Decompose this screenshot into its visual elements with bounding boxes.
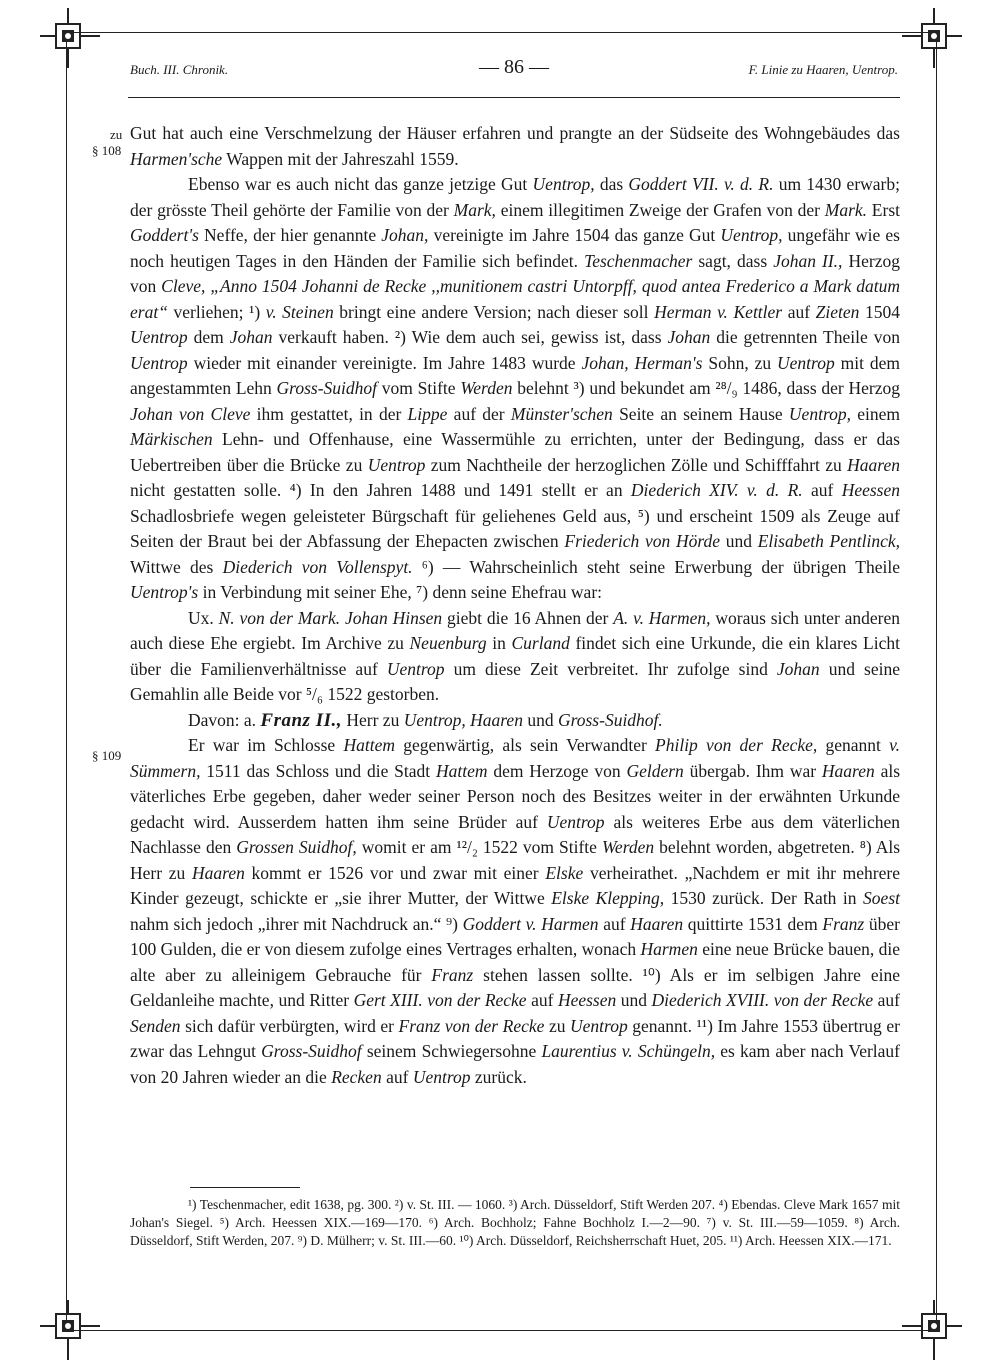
- text-segment: Ux.: [188, 607, 219, 628]
- italic-segment: Harmen: [640, 939, 698, 959]
- text-segment: ungefähr wie es noch heutigen Tages in den Händen der Familie sich befindet.: [130, 225, 900, 271]
- italic-segment: Haaren: [192, 862, 245, 883]
- italic-segment: Geldern: [626, 760, 684, 781]
- text-segment: Herr zu: [342, 709, 404, 730]
- italic-segment: Elske: [545, 862, 584, 883]
- text-segment: Schadlosbriefe wegen geleisteter Bürgschaft für geliehenes Geld aus, ⁵) und erscheint 1509 als Zeuge auf Seiten der Braut bei der Abfassung der Ehepacten zwischen: [130, 505, 900, 551]
- text-segment: bringt eine andere Version; nach dieser soll: [333, 301, 655, 322]
- italic-segment: Goddert VII. v. d. R.: [628, 174, 774, 194]
- italic-segment: Senden: [130, 1015, 181, 1036]
- text-segment: das: [594, 174, 629, 194]
- text-segment: giebt die 16 Ahnen der: [442, 607, 614, 628]
- italic-segment: Uentrop's: [130, 582, 199, 602]
- text-segment: auf: [873, 990, 900, 1010]
- text-segment: auf: [782, 301, 816, 322]
- text-segment: verkauft haben. ²) Wie dem auch sei, gewiss ist, dass: [272, 327, 668, 347]
- italic-segment: Gross-Suidhof: [261, 1041, 362, 1061]
- text-segment: sagt, dass: [692, 250, 774, 271]
- text-segment: verliehen; ¹): [167, 301, 266, 322]
- italic-segment: Franz: [822, 913, 865, 934]
- italic-segment: Gross-Suidhof: [276, 378, 378, 398]
- italic-segment: „Anno 1504 Johanni de Recke ,,munitionem castri Untorpff, quod antea Frederico a Mark datum erat“: [130, 276, 901, 322]
- text-segment: mit dem angestammten Lehn: [130, 352, 900, 398]
- text-segment: ihm gestattet, in der: [250, 403, 408, 424]
- italic-segment: Uentrop: [546, 811, 605, 832]
- header-rule: [128, 97, 900, 98]
- text-segment: zurück.: [470, 1066, 527, 1087]
- paragraph: [130, 606, 900, 708]
- italic-segment: Neuenburg: [409, 633, 487, 653]
- text-segment: und seine Gemahlin alle Beide vor ⁵/₆ 1522 gestorben.: [130, 658, 900, 704]
- italic-segment: Johan: [776, 658, 820, 679]
- italic-segment: Johan von Cleve: [130, 403, 251, 424]
- italic-segment: Uentrop,: [788, 403, 851, 424]
- text-segment: um diese Zeit verbreitet. Ihr zufolge sind: [444, 658, 777, 679]
- italic-segment: Uentrop: [130, 352, 188, 373]
- italic-segment: Werden: [460, 378, 513, 398]
- text-segment: Er war im Schlosse: [188, 735, 344, 755]
- margin-note-section-109: § 109: [92, 748, 122, 763]
- header-book-title: Buch. III. Chronik.: [130, 62, 229, 77]
- text-segment: genannt. ¹¹) Im Jahre 1553 übertrug er zwar das Lehngut: [130, 1015, 900, 1061]
- text-segment: Erst: [867, 199, 900, 220]
- italic-segment: Johan, Herman's: [581, 352, 703, 373]
- corner-ornament-icon: [902, 8, 962, 68]
- italic-segment: Grossen Suidhof,: [236, 837, 357, 857]
- italic-segment: Uentrop: [777, 352, 835, 373]
- text-segment: gegenwärtig, als sein Verwandter: [394, 735, 656, 755]
- body-text: [130, 121, 900, 1090]
- text-segment: Davon: a.: [188, 709, 261, 730]
- text-segment: wieder mit einander vereinigte. Im Jahre 1483 wurde: [187, 352, 582, 373]
- text-segment: woraus sich unter anderen auch diese Ehe ergiebt. Im Archive zu: [130, 607, 901, 653]
- frame-top-border: [72, 32, 930, 33]
- italic-segment: Cleve,: [161, 276, 206, 296]
- text-segment: nahm sich jedoch „ihrer mit Nachdruck an.“ ⁹): [130, 913, 463, 934]
- text-segment: in Verbindung mit seiner Ehe, ⁷) denn seine Ehefrau war:: [198, 582, 603, 602]
- text-segment: auf: [598, 913, 631, 934]
- italic-segment: Laurentius v. Schüngeln,: [541, 1041, 716, 1061]
- text-segment: Lehn- und Offenhause, eine Wassermühle zu errichten, unter der Bedingung, dass er das Uebertreiben über die Brücke zu: [130, 429, 900, 475]
- text-segment: einem: [850, 403, 900, 424]
- text-segment: übergab. Ihm war: [683, 760, 822, 781]
- italic-segment: Franz II.,: [260, 709, 342, 731]
- italic-segment: Heessen: [557, 990, 617, 1010]
- text-segment: dem Herzoge von: [487, 760, 627, 781]
- text-segment: es kam aber nach Verlauf von 20 Jahren wieder an die: [130, 1041, 900, 1087]
- italic-segment: Märkischen: [130, 429, 213, 449]
- header-section-title: F. Linie zu Haaren, Uentrop.: [748, 62, 898, 77]
- text-segment: einem illegitimen Zweige der Grafen von der: [495, 199, 825, 220]
- text-segment: vom Stifte: [377, 378, 461, 398]
- text-segment: stehen lassen sollte. ¹⁰) Als er im selbigen Jahre eine Geldanleihe machte, und Ritter: [130, 964, 901, 1010]
- text-segment: als weiteres Erbe aus dem väterlichen Nachlasse den: [130, 811, 901, 857]
- frame-left-border: [66, 40, 67, 1324]
- text-segment: Sohn, zu: [702, 352, 778, 373]
- text-segment: und: [616, 990, 652, 1010]
- margin-note-zu: zu: [110, 127, 123, 142]
- italic-segment: Zieten: [815, 301, 860, 322]
- italic-segment: Heessen: [841, 480, 900, 500]
- page-number: — 86 —: [479, 56, 549, 78]
- text-segment: die getrennten Theile von: [710, 327, 900, 347]
- italic-segment: Curland: [511, 633, 570, 653]
- italic-segment: Johan Hinsen: [344, 607, 443, 628]
- italic-segment: Uentrop,: [720, 225, 783, 245]
- text-segment: seinem Schwiegersohne: [361, 1041, 542, 1061]
- italic-segment: Hattem: [343, 735, 395, 755]
- text-segment: womit er am ¹²/₂ 1522 vom Stifte: [356, 837, 602, 857]
- text-segment: sich dafür verbürgten, wird er: [180, 1015, 399, 1036]
- italic-segment: Haaren: [847, 454, 900, 475]
- text-segment: Neffe, der hier genannte: [198, 225, 382, 245]
- italic-segment: Elisabeth Pentlinck,: [757, 531, 901, 551]
- italic-segment: Franz: [431, 964, 474, 985]
- italic-segment: A. v. Harmen,: [613, 607, 711, 628]
- text-segment: zu: [544, 1015, 571, 1036]
- italic-segment: Münster'schen: [510, 403, 613, 424]
- paragraph: [130, 733, 900, 1090]
- italic-segment: Johan,: [381, 225, 429, 245]
- text-segment: Wittwe des: [130, 556, 223, 577]
- italic-segment: Teschenmacher: [584, 250, 693, 271]
- text-segment: auf: [381, 1066, 413, 1087]
- text-segment: auf: [526, 990, 558, 1010]
- italic-segment: Johan: [229, 327, 273, 347]
- italic-segment: Uentrop,: [532, 174, 595, 194]
- italic-segment: Uentrop, Haaren: [403, 709, 523, 730]
- italic-segment: Werden: [601, 837, 655, 857]
- italic-segment: v. Sümmern,: [130, 735, 900, 781]
- text-segment: als väterliches Erbe gegeben, daher weder seiner Person noch des Besitzes weiter in der erwähnten Urkunde gedacht wird. Ausserdem hatten ihm seine Brüder auf: [130, 760, 901, 832]
- italic-segment: Gert XIII. von der Recke: [353, 990, 527, 1010]
- running-header: [130, 56, 898, 86]
- italic-segment: Johan II.,: [773, 250, 843, 271]
- text-segment: 1530 zurück. Der Rath in: [664, 888, 864, 908]
- italic-segment: Elske Klepping,: [551, 888, 665, 908]
- italic-segment: Uentrop: [412, 1066, 471, 1087]
- frame-bottom-border: [72, 1330, 930, 1331]
- italic-segment: Diederich XVIII. von der Recke: [651, 990, 874, 1010]
- text-segment: Seite an seinem Hause: [612, 403, 789, 424]
- text-segment: auf der: [447, 403, 511, 424]
- text-segment: belehnt worden, abgetreten. ⁸) Als Herr zu: [130, 837, 901, 883]
- corner-ornament-icon: [902, 1300, 962, 1360]
- paragraph: Gut hat auch eine Verschmelzung der Häuser erfahren und prangte an der Südseite des Wohngebäudes das Harmen'sche Wappen mit der Jahreszahl 1559.: [130, 123, 900, 169]
- text-segment: nicht gestatten solle. ⁴) In den Jahren 1488 und 1491 stellt er an: [130, 480, 631, 500]
- italic-segment: Mark.: [824, 199, 868, 220]
- text-segment: und: [522, 709, 558, 730]
- italic-segment: Soest: [863, 888, 900, 908]
- footnote-rule: [190, 1187, 300, 1188]
- italic-segment: Haaren: [630, 913, 684, 934]
- italic-segment: Hattem: [435, 760, 488, 781]
- italic-segment: Haaren: [821, 760, 875, 781]
- text-segment: dem: [187, 327, 230, 347]
- italic-segment: Lippe: [407, 403, 448, 424]
- text-segment: in: [486, 633, 512, 653]
- text-segment: findet sich eine Urkunde, die ein klares Licht über die Familienverhältnisse auf: [130, 633, 900, 679]
- italic-segment: Goddert's: [130, 225, 199, 245]
- text-segment: Ebenso war es auch nicht das ganze jetzige Gut: [188, 174, 533, 194]
- italic-segment: v. Steinen: [265, 301, 334, 322]
- italic-segment: Diederich von Vollenspyt.: [222, 556, 413, 577]
- italic-segment: Johan: [667, 327, 711, 347]
- italic-segment: Herman v. Kettler: [654, 301, 783, 322]
- text-segment: auf: [802, 480, 842, 500]
- text-segment: und: [720, 531, 758, 551]
- italic-segment: Recken: [331, 1066, 382, 1087]
- text-segment: 1511 das Schloss und die Stadt: [200, 760, 436, 781]
- corner-ornament-icon: [40, 8, 100, 68]
- frame-right-border: [936, 40, 937, 1324]
- italic-segment: Mark,: [453, 199, 496, 220]
- text-segment: verheirathet. „Nachdem er mit ihr mehrere Kinder gezeugt, schickte er „sie ihrer Mutter, der Wittwe: [130, 862, 901, 908]
- italic-segment: Philip von der Recke,: [655, 735, 818, 755]
- italic-segment: Friederich von Hörde: [564, 531, 721, 551]
- footnote-text: ¹) Teschenmacher, edit 1638, pg. 300. ²) v. St. III. — 1060. ³) Arch. Düsseldorf, Stift Werden 207. ⁴) Ebendas. Cleve Mark 1657 mit Johan's Siegel. ⁵) Arch. Heessen XIX.—169—170. ⁶) Arch. Bochholz; Fahne Bochholz I.—2—90. ⁷) v. St. III.—59—1059. ⁸) Arch. Düsseldorf, Stift Werden, 207. ⁹) D. Mülherr; v. St. III.—60. ¹⁰) Arch. Düsseldorf, Reichsherrschaft Huet, 205. ¹¹) Arch. Heessen XIX.—171.: [130, 1197, 900, 1248]
- corner-ornament-icon: [40, 1300, 100, 1360]
- text-segment: kommt er 1526 vor und zwar mit einer: [244, 862, 546, 883]
- italic-segment: Uentrop: [570, 1015, 628, 1036]
- text-segment: quittirte 1531 dem: [683, 913, 823, 934]
- text-segment: über 100 Gulden, die er von diesem zufolge eines Vertrages erhalten, wonach: [130, 913, 900, 959]
- italic-segment: Uentrop: [386, 658, 445, 679]
- italic-segment: Uentrop: [367, 454, 426, 475]
- text-segment: eine neue Brücke bauen, die alte aber zu alleinigem Gebrauche für: [130, 939, 901, 985]
- text-segment: ⁶) — Wahrscheinlich steht seine Erwerbung der übrigen Theile: [412, 556, 900, 577]
- text-segment: belehnt ³) und bekundet am ²⁸/₉ 1486, dass der Herzog: [512, 378, 901, 398]
- text-segment: 1504: [859, 301, 900, 322]
- italic-segment: Franz von der Recke: [398, 1015, 545, 1036]
- margin-note-section-108: § 108: [92, 143, 122, 158]
- text-segment: vereinigte im Jahre 1504 das ganze Gut: [428, 225, 721, 245]
- italic-segment: Uentrop: [130, 327, 188, 347]
- italic-segment: Goddert v. Harmen: [462, 913, 599, 934]
- italic-segment: N. von der Mark.: [218, 607, 341, 628]
- italic-segment: Gross-Suidhof.: [557, 709, 663, 730]
- paragraph: [130, 172, 900, 606]
- text-segment: genannt: [817, 735, 890, 755]
- text-segment: Herzog von: [130, 250, 900, 296]
- footnotes: [130, 1196, 900, 1250]
- italic-segment: Diederich XIV. v. d. R.: [630, 480, 803, 500]
- text-segment: um 1430 erwarb; der grösste Theil gehörte der Familie von der: [130, 174, 900, 220]
- paragraph-section-heading: [130, 708, 900, 734]
- text-segment: zum Nachtheile der herzoglichen Zölle und Schifffahrt zu: [425, 454, 848, 475]
